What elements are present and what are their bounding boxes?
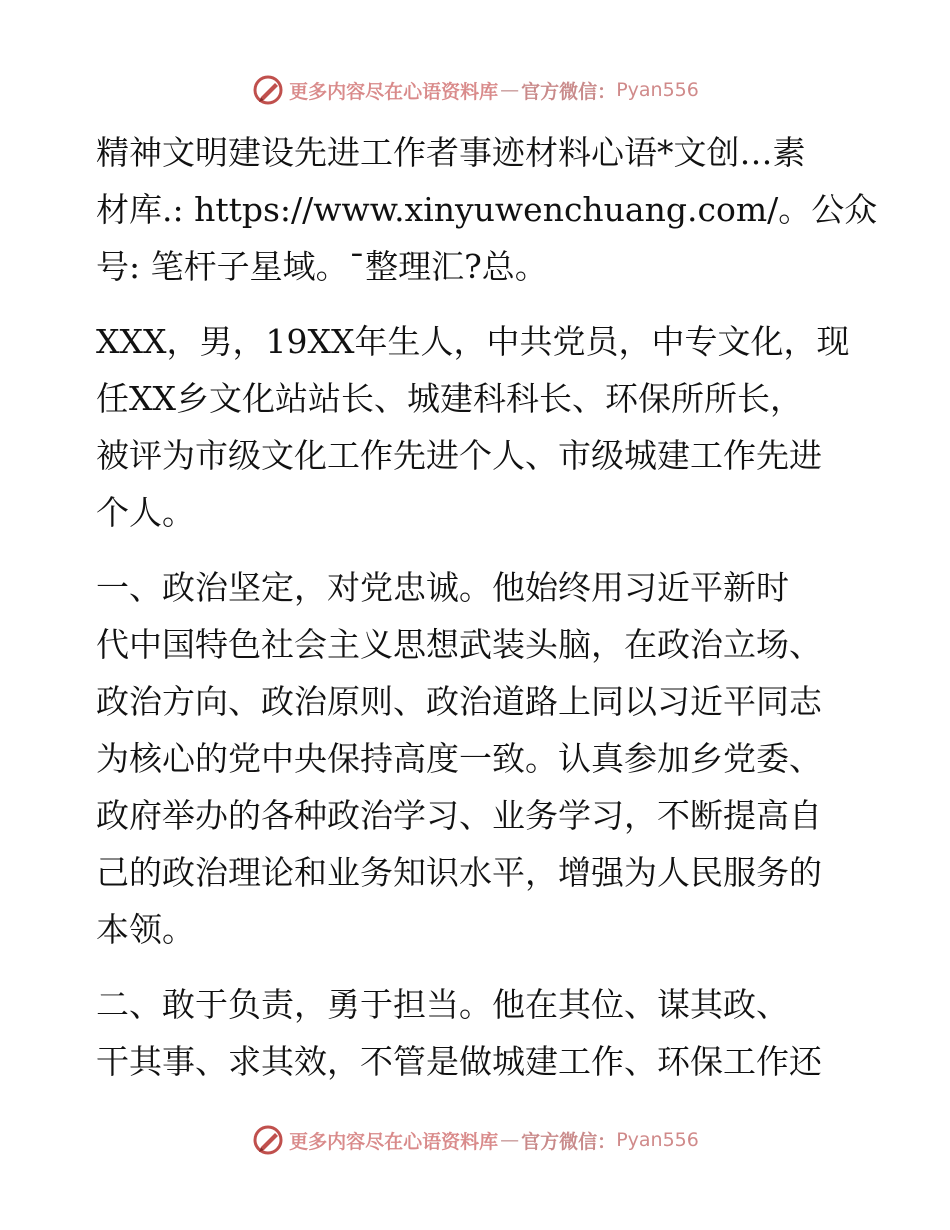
watermark-banner <box>251 73 699 107</box>
footer-watermark <box>0 1120 950 1160</box>
text-line: 材库.: https://www.xinyuwenchuang.com/。公众 <box>96 190 878 229</box>
paragraph-intro <box>96 124 878 295</box>
text-line: 一、政治坚定，对党忠诚。他始终用习近平新时 <box>96 568 789 607</box>
watermark-wechat-id: Pyan556 <box>616 79 699 101</box>
text-line: 个人。 <box>96 493 195 532</box>
pen-logo-icon <box>251 73 285 107</box>
paragraph-section-one <box>96 559 856 958</box>
watermark-dash: — <box>500 79 520 101</box>
watermark-main-text: 更多内容尽在心语资料库 <box>289 80 499 103</box>
text-line: 任XX乡文化站站长、城建科科长、环保所所长， <box>96 379 803 418</box>
paragraph-profile <box>96 313 856 541</box>
text-line: 政府举办的各种政治学习、业务学习，不断提高自 <box>96 796 822 835</box>
text-line: 为核心的党中央保持高度一致。认真参加乡党委、 <box>96 739 822 778</box>
text-line: 本领。 <box>96 910 195 949</box>
paragraph-section-two <box>96 976 856 1090</box>
watermark-wechat-id: Pyan556 <box>616 1129 699 1151</box>
text-line: 二、敢于负责，勇于担当。他在其位、谋其政、 <box>96 985 789 1024</box>
text-line: 被评为市级文化工作先进个人、市级城建工作先进 <box>96 436 822 475</box>
watermark-main-text: 更多内容尽在心语资料库 <box>289 1130 499 1153</box>
text-line: 干其事、求其效，不管是做城建工作、环保工作还 <box>96 1042 822 1081</box>
text-line: 号: 笔杆子星域。¯整理汇?总。 <box>96 247 548 286</box>
text-line: 己的政治理论和业务知识水平，增强为人民服务的 <box>96 853 822 892</box>
text-line: 代中国特色社会主义思想武装头脑，在政治立场、 <box>96 625 822 664</box>
watermark-dash: — <box>500 1129 520 1151</box>
watermark-sub-text: 官方微信： <box>521 80 617 103</box>
text-line: XXX，男，19XX年生人，中共党员，中专文化，现 <box>96 322 850 361</box>
pen-logo-icon <box>251 1123 285 1157</box>
watermark-banner <box>251 1123 699 1157</box>
watermark-sub-text: 官方微信： <box>521 1130 617 1153</box>
text-line: 精神文明建设先进工作者事迹材料心语*文创…素 <box>96 133 806 172</box>
text-line: 政治方向、政治原则、政治道路上同以习近平同志 <box>96 682 822 721</box>
document-body <box>96 124 878 1108</box>
header-watermark <box>0 70 950 110</box>
